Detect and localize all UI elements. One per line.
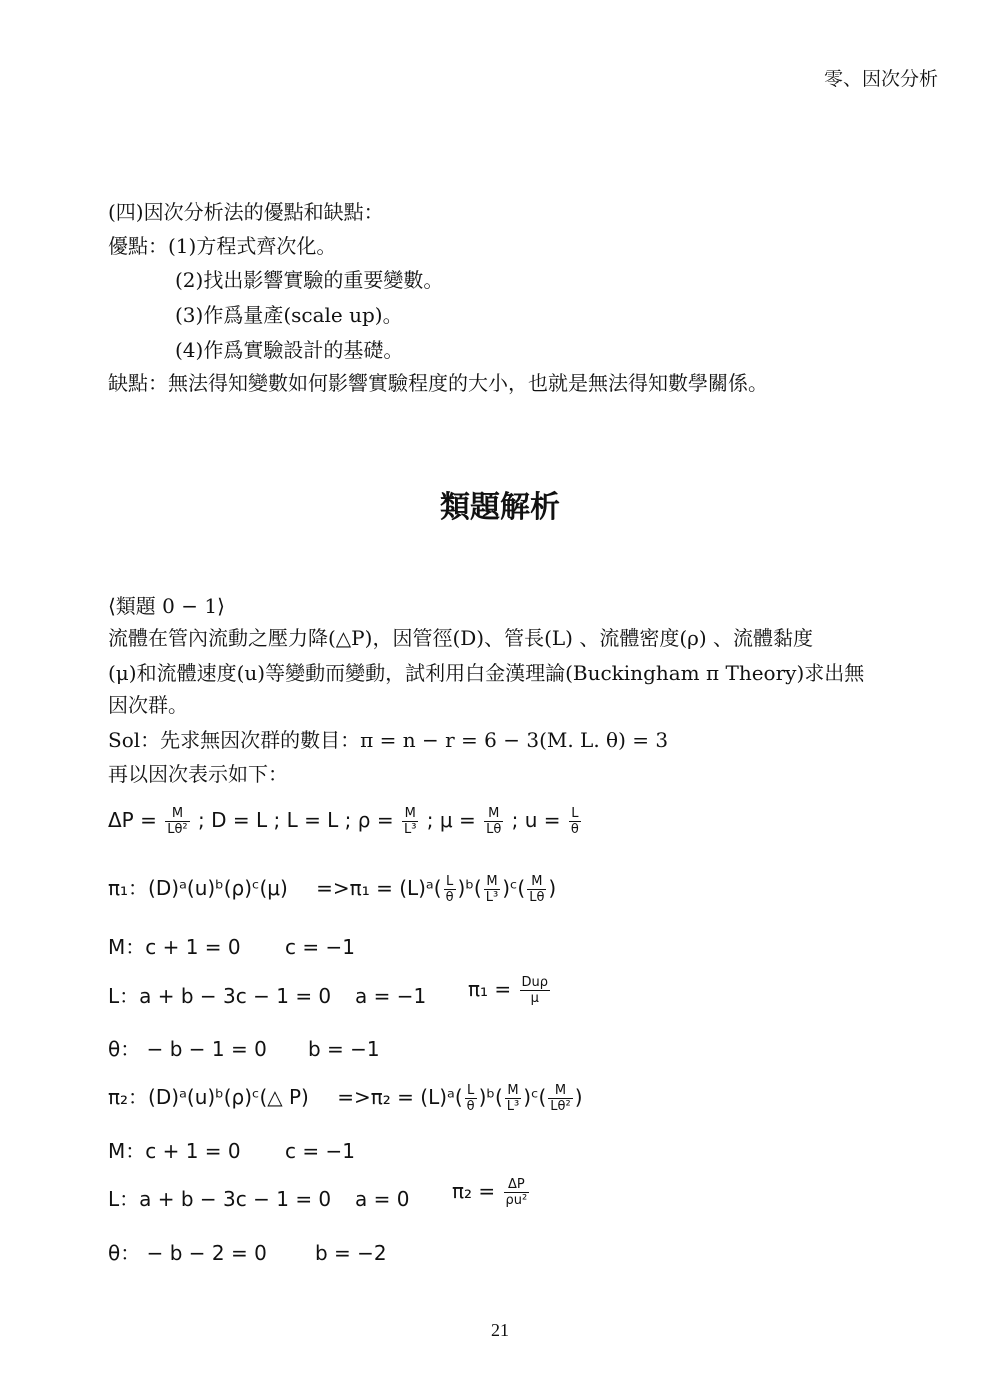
denominator: Lθ² — [550, 1099, 571, 1114]
math-text: π₁ = — [468, 977, 512, 1001]
fraction — [484, 806, 503, 837]
math-text: =>π₂ = (L)ᵃ( — [337, 1085, 463, 1109]
numerator: M — [484, 874, 500, 890]
problem-text-line: 流體在管內流動之壓力降(△P)，因管徑(D)、管長(L) 、流體密度(ρ) 、流體黏度 — [108, 626, 814, 650]
disadvantages-line: 缺點：無法得知變數如何影響實驗程度的大小，也就是無法得知數學關係。 — [108, 371, 768, 395]
denominator: Lθ — [529, 890, 545, 905]
numerator: M — [527, 874, 546, 890]
math-text: =>π₁ = (L)ᵃ( — [316, 876, 442, 900]
fraction — [402, 806, 418, 837]
page-number: 21 — [491, 1320, 509, 1340]
denominator: θ — [570, 822, 579, 837]
equation-result: a = 0 — [355, 1187, 410, 1211]
math-text: ; μ = — [426, 808, 476, 832]
equation-result: c = −1 — [285, 1139, 355, 1163]
numerator: M — [484, 806, 503, 822]
advantages-row — [108, 234, 336, 258]
math-text: π₁：(D)ᵃ(u)ᵇ(ρ)ᶜ(μ) — [108, 876, 288, 900]
fraction — [504, 1177, 530, 1208]
fraction — [527, 874, 546, 905]
math-text: )ᶜ( — [523, 1085, 547, 1109]
pi2-equation — [108, 1083, 583, 1114]
fraction — [484, 874, 500, 905]
numerator: M — [165, 806, 189, 822]
pi1-result — [468, 975, 552, 1006]
pi1-equation — [108, 874, 556, 905]
math-text: ) — [574, 1085, 583, 1109]
math-text: ) — [548, 876, 557, 900]
fraction — [444, 874, 456, 905]
advantages-label: 優點： — [108, 234, 168, 258]
denominator: L³ — [403, 822, 417, 837]
denominator: L³ — [506, 1099, 520, 1114]
pi2-result — [452, 1177, 531, 1208]
denominator: L³ — [485, 890, 499, 905]
numerator: M — [505, 1083, 521, 1099]
equation-result: a = −1 — [355, 984, 427, 1008]
equation-theta: θ： − b − 1 = 0 — [108, 1037, 267, 1061]
numerator: L — [444, 874, 456, 890]
math-text: π₂：(D)ᵃ(u)ᵇ(ρ)ᶜ(△ P) — [108, 1085, 309, 1109]
section-title: 類題解析 — [440, 490, 560, 525]
advantage-item: (4)作爲實驗設計的基礎。 — [175, 338, 404, 362]
denominator: θ — [445, 890, 454, 905]
advantage-item: (1)方程式齊次化。 — [168, 234, 337, 258]
fraction — [465, 1083, 477, 1114]
math-text: ΔP = — [108, 808, 157, 832]
problem-text-line: (μ)和流體速度(u)等變動而變動，試利用白金漢理論(Buckingham π Theory)求出無 — [108, 661, 865, 685]
math-text: ; u = — [511, 808, 561, 832]
section-heading: (四)因次分析法的優點和缺點： — [108, 200, 384, 224]
numerator: M — [548, 1083, 572, 1099]
equation-result: b = −1 — [308, 1037, 380, 1061]
numerator: L — [465, 1083, 477, 1099]
fraction — [520, 975, 551, 1006]
denominator: Lθ² — [167, 822, 188, 837]
numerator: M — [402, 806, 418, 822]
denominator: Lθ — [486, 822, 502, 837]
math-text: )ᶜ( — [502, 876, 526, 900]
equation-result: c = −1 — [285, 935, 355, 959]
equation-result: b = −2 — [315, 1241, 387, 1265]
denominator: θ — [466, 1099, 475, 1114]
solution-line: Sol：先求無因次群的數目：π = n − r = 6 − 3(M. L. θ) = 3 — [108, 728, 669, 752]
fraction — [548, 1083, 572, 1114]
denominator: ρu² — [505, 1193, 528, 1208]
equation-m: M：c + 1 = 0 — [108, 1139, 241, 1163]
math-text: )ᵇ( — [457, 876, 482, 900]
fraction — [165, 806, 189, 837]
dimension-equations — [108, 806, 583, 837]
math-text: )ᵇ( — [478, 1085, 503, 1109]
numerator: L — [569, 806, 581, 822]
fraction — [505, 1083, 521, 1114]
equation-m: M：c + 1 = 0 — [108, 935, 241, 959]
numerator: ΔP — [504, 1177, 530, 1193]
math-text: ; D = L ; L = L ; ρ = — [198, 808, 394, 832]
equation-theta: θ： − b − 2 = 0 — [108, 1241, 267, 1265]
equation-l: L：a + b − 3c − 1 = 0 — [108, 1187, 332, 1211]
equation-l: L：a + b − 3c − 1 = 0 — [108, 984, 332, 1008]
numerator: Duρ — [521, 975, 549, 990]
denominator: μ — [530, 991, 539, 1006]
fraction — [569, 806, 581, 837]
solution-intro: 再以因次表示如下： — [108, 762, 288, 786]
chapter-header: 零、因次分析 — [823, 68, 938, 90]
problem-text-line: 因次群。 — [108, 693, 188, 717]
math-text: π₂ = — [452, 1179, 496, 1203]
advantage-item: (3)作爲量產(scale up)。 — [175, 303, 403, 327]
problem-label: ⟨類題 0 − 1⟩ — [108, 594, 225, 618]
advantage-item: (2)找出影響實驗的重要變數。 — [175, 268, 444, 292]
